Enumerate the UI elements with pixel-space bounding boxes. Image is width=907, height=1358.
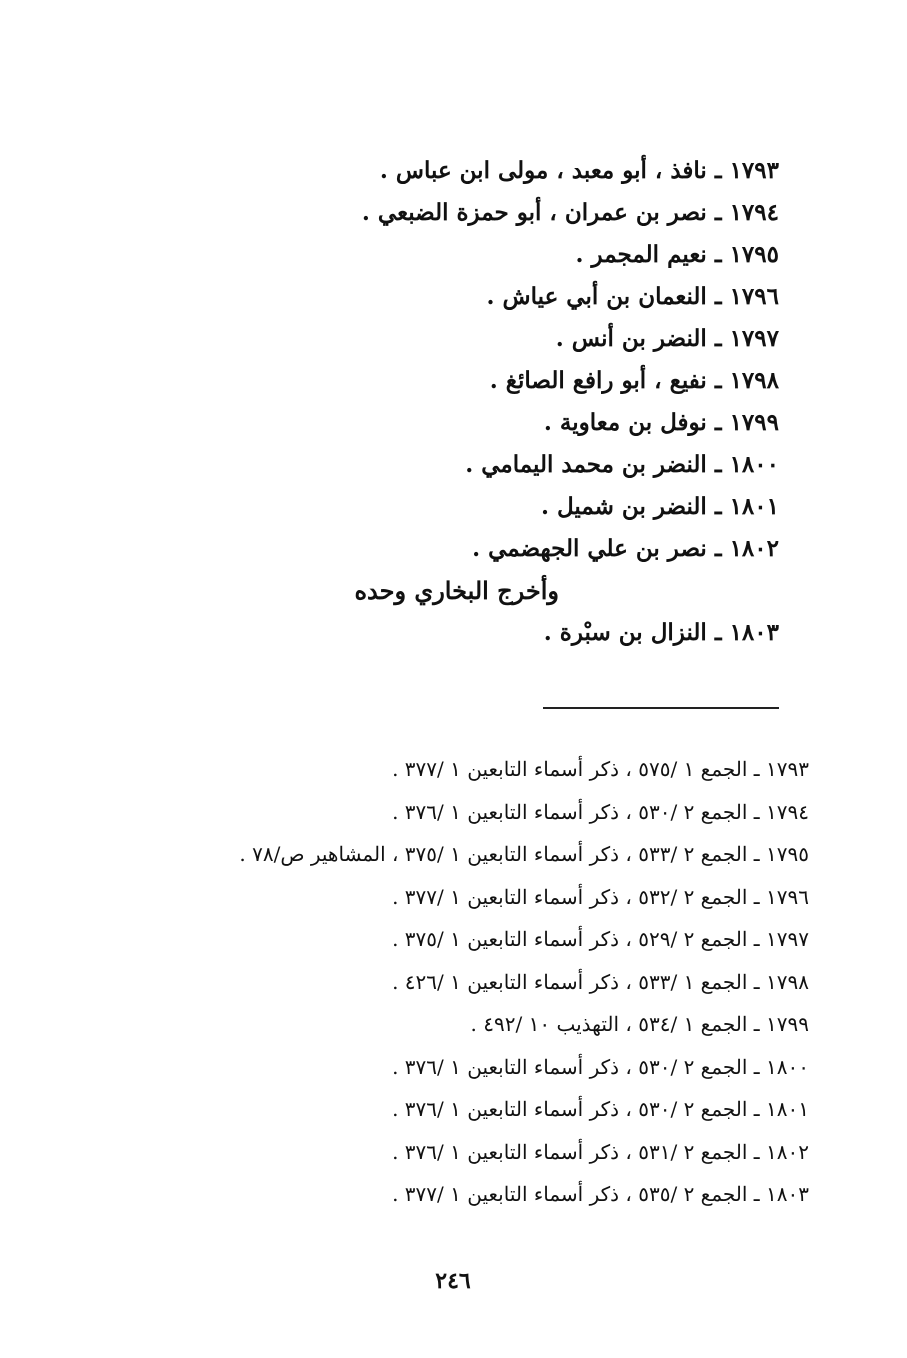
footnote-1799: ١٧٩٩ ـ الجمع ١ /٥٣٤ ، التهذيب ١٠ /٤٩٢ . — [470, 1012, 809, 1036]
entry-list — [179, 150, 779, 654]
entry-1795: ١٧٩٥ ـ نعيم المجمر . — [575, 241, 779, 268]
entry-1802: ١٨٠٢ ـ نصر بن علي الجهضمي . — [472, 535, 779, 562]
section-heading: وأخرج البخاري وحده — [354, 576, 559, 605]
entry-1798: ١٧٩٨ ـ نفيع ، أبو رافع الصائغ . — [489, 367, 779, 394]
entry-1799: ١٧٩٩ ـ نوفل بن معاوية . — [543, 409, 779, 436]
entry-1800: ١٨٠٠ ـ النضر بن محمد اليمامي . — [465, 451, 779, 478]
page-number: ٢٤٦ — [435, 1268, 471, 1294]
footnote-1797: ١٧٩٧ ـ الجمع ٢ /٥٢٩ ، ذكر أسماء التابعين ١ /٣٧٥ . — [392, 927, 809, 951]
footnote-1801: ١٨٠١ ـ الجمع ٢ /٥٣٠ ، ذكر أسماء التابعين ١ /٣٧٦ . — [392, 1097, 809, 1121]
footnote-1802: ١٨٠٢ ـ الجمع ٢ /٥٣١ ، ذكر أسماء التابعين ١ /٣٧٦ . — [392, 1139, 809, 1164]
footnote-divider — [543, 707, 779, 709]
footnote-1796: ١٧٩٦ ـ الجمع ٢ /٥٣٢ ، ذكر أسماء التابعين ١ /٣٧٧ . — [392, 884, 809, 909]
entry-1801: ١٨٠١ ـ النضر بن شميل . — [540, 493, 779, 520]
footnote-1793: ١٧٩٣ ـ الجمع ١ /٥٧٥ ، ذكر أسماء التابعين ١ /٣٧٧ . — [392, 757, 809, 781]
footnote-list — [109, 748, 809, 1216]
footnote-1795: ١٧٩٥ ـ الجمع ٢ /٥٣٣ ، ذكر أسماء التابعين ١ /٣٧٥ ، المشاهير ص/٧٨ . — [239, 842, 809, 866]
footnote-1803: ١٨٠٣ ـ الجمع ٢ /٥٣٥ ، ذكر أسماء التابعين ١ /٣٧٧ . — [392, 1182, 809, 1206]
entry-1794: ١٧٩٤ ـ نصر بن عمران ، أبو حمزة الضبعي . — [361, 199, 779, 226]
footnote-1794: ١٧٩٤ ـ الجمع ٢ /٥٣٠ ، ذكر أسماء التابعين ١ /٣٧٦ . — [392, 799, 809, 824]
entry-1797: ١٧٩٧ ـ النضر بن أنس . — [555, 325, 779, 352]
footnote-1798: ١٧٩٨ ـ الجمع ١ /٥٣٣ ، ذكر أسماء التابعين ١ /٤٢٦ . — [392, 969, 809, 994]
entry-1793: ١٧٩٣ ـ نافذ ، أبو معبد ، مولى ابن عباس . — [379, 157, 779, 184]
footnote-1800: ١٨٠٠ ـ الجمع ٢ /٥٣٠ ، ذكر أسماء التابعين ١ /٣٧٦ . — [392, 1054, 809, 1079]
entry-1796: ١٧٩٦ ـ النعمان بن أبي عياش . — [486, 283, 779, 310]
entry-1803: ١٨٠٣ ـ النزال بن سبْرة . — [543, 619, 779, 646]
